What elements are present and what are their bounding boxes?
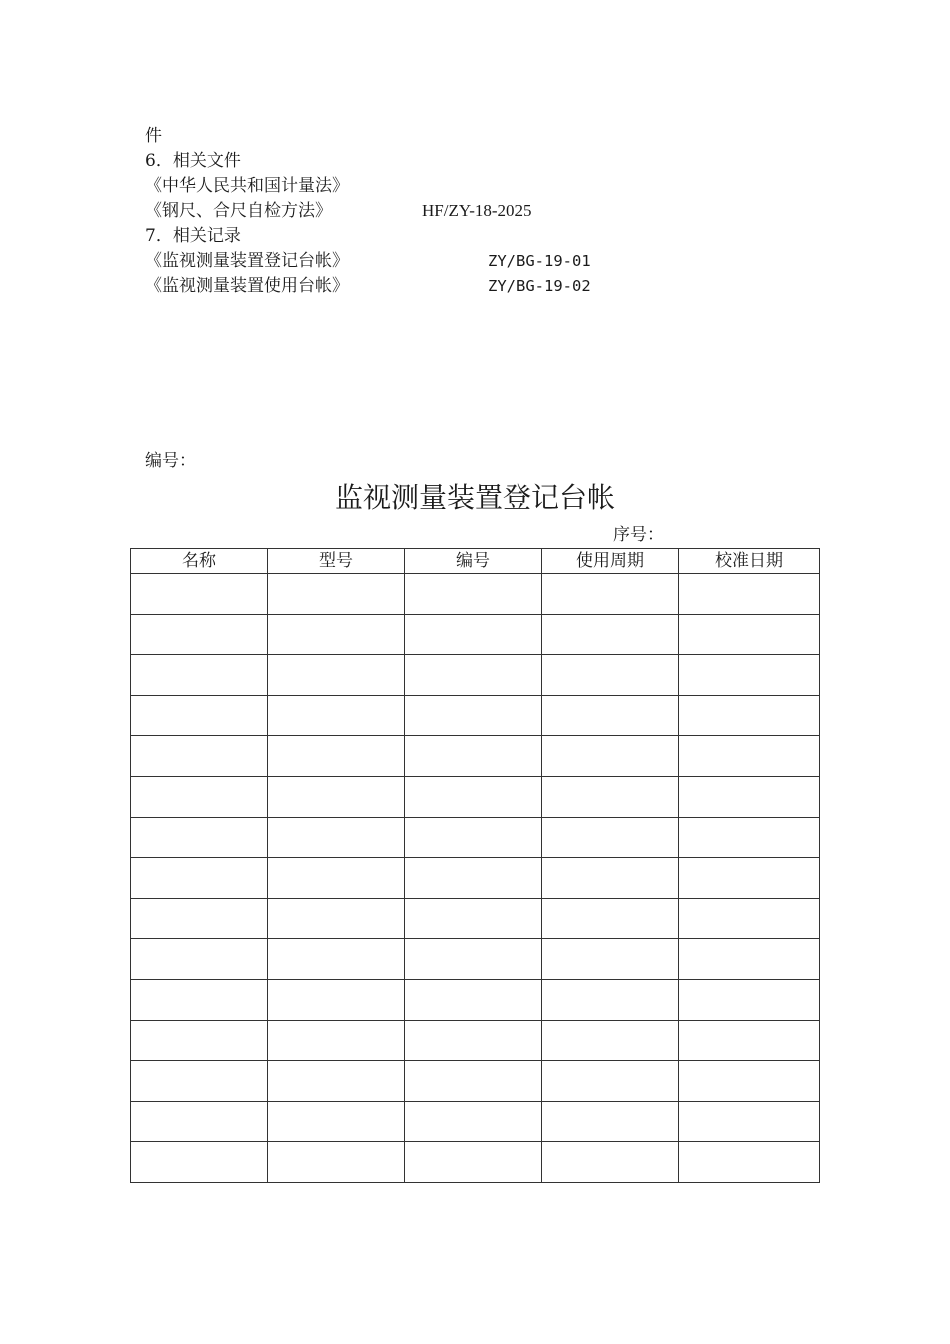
cell-calibration-date[interactable] [679, 817, 820, 858]
related-record-2: 《监视测量装置使用台帐》 [145, 276, 349, 296]
section-7-heading: 7．相关记录 [145, 226, 241, 246]
cell-number[interactable] [405, 1061, 542, 1102]
cell-usage-cycle[interactable] [542, 939, 679, 980]
cell-model[interactable] [268, 939, 405, 980]
cell-name[interactable] [131, 695, 268, 736]
cell-model[interactable] [268, 655, 405, 696]
cell-model[interactable] [268, 1061, 405, 1102]
cell-calibration-date[interactable] [679, 898, 820, 939]
cell-calibration-date[interactable] [679, 939, 820, 980]
cell-calibration-date[interactable] [679, 655, 820, 696]
form-number-label: 编号： [145, 451, 196, 471]
cell-calibration-date[interactable] [679, 776, 820, 817]
table-row [131, 736, 820, 777]
cell-name[interactable] [131, 736, 268, 777]
related-document-1: 《中华人民共和国计量法》 [145, 176, 349, 196]
cell-number[interactable] [405, 1142, 542, 1183]
cell-calibration-date[interactable] [679, 1101, 820, 1142]
cell-model[interactable] [268, 1142, 405, 1183]
cell-number[interactable] [405, 817, 542, 858]
cell-usage-cycle[interactable] [542, 1142, 679, 1183]
related-record-2-code: ZY/BG-19-02 [488, 277, 591, 295]
cell-usage-cycle[interactable] [542, 858, 679, 899]
table-row [131, 898, 820, 939]
cell-model[interactable] [268, 736, 405, 777]
ledger-table [130, 548, 820, 1183]
column-header-name: 名称 [131, 549, 268, 574]
cell-model[interactable] [268, 1101, 405, 1142]
ledger-header-row [131, 549, 820, 574]
cell-usage-cycle[interactable] [542, 776, 679, 817]
cell-usage-cycle[interactable] [542, 1061, 679, 1102]
continued-text: 件 [145, 126, 162, 146]
cell-name[interactable] [131, 979, 268, 1020]
related-record-1-code: ZY/BG-19-01 [488, 252, 591, 270]
cell-name[interactable] [131, 1101, 268, 1142]
table-row [131, 695, 820, 736]
column-header-number: 编号 [405, 549, 542, 574]
cell-number[interactable] [405, 1020, 542, 1061]
cell-number[interactable] [405, 939, 542, 980]
cell-calibration-date[interactable] [679, 736, 820, 777]
cell-name[interactable] [131, 939, 268, 980]
cell-usage-cycle[interactable] [542, 614, 679, 655]
table-row [131, 574, 820, 615]
cell-model[interactable] [268, 1020, 405, 1061]
cell-calibration-date[interactable] [679, 1020, 820, 1061]
cell-usage-cycle[interactable] [542, 817, 679, 858]
section-6-heading: 6．相关文件 [145, 151, 241, 171]
ledger-body [131, 574, 820, 1183]
table-row [131, 1061, 820, 1102]
table-row [131, 614, 820, 655]
cell-name[interactable] [131, 817, 268, 858]
related-record-1: 《监视测量装置登记台帐》 [145, 251, 349, 271]
column-header-calibration-date: 校准日期 [679, 549, 820, 574]
cell-number[interactable] [405, 655, 542, 696]
cell-calibration-date[interactable] [679, 979, 820, 1020]
cell-calibration-date[interactable] [679, 858, 820, 899]
table-row [131, 1020, 820, 1061]
table-row [131, 817, 820, 858]
cell-name[interactable] [131, 655, 268, 696]
cell-model[interactable] [268, 817, 405, 858]
cell-model[interactable] [268, 614, 405, 655]
cell-usage-cycle[interactable] [542, 736, 679, 777]
cell-calibration-date[interactable] [679, 614, 820, 655]
cell-number[interactable] [405, 898, 542, 939]
cell-number[interactable] [405, 695, 542, 736]
cell-usage-cycle[interactable] [542, 1020, 679, 1061]
cell-model[interactable] [268, 858, 405, 899]
cell-usage-cycle[interactable] [542, 695, 679, 736]
cell-name[interactable] [131, 898, 268, 939]
cell-number[interactable] [405, 736, 542, 777]
cell-usage-cycle[interactable] [542, 979, 679, 1020]
cell-usage-cycle[interactable] [542, 898, 679, 939]
cell-name[interactable] [131, 1061, 268, 1102]
cell-model[interactable] [268, 574, 405, 615]
cell-model[interactable] [268, 776, 405, 817]
table-row [131, 776, 820, 817]
table-row [131, 939, 820, 980]
cell-usage-cycle[interactable] [542, 574, 679, 615]
cell-calibration-date[interactable] [679, 1142, 820, 1183]
table-row [131, 858, 820, 899]
cell-number[interactable] [405, 574, 542, 615]
cell-model[interactable] [268, 695, 405, 736]
table-row [131, 1142, 820, 1183]
cell-model[interactable] [268, 979, 405, 1020]
cell-number[interactable] [405, 1101, 542, 1142]
cell-name[interactable] [131, 614, 268, 655]
cell-number[interactable] [405, 776, 542, 817]
cell-name[interactable] [131, 858, 268, 899]
cell-calibration-date[interactable] [679, 1061, 820, 1102]
cell-name[interactable] [131, 1142, 268, 1183]
table-row [131, 979, 820, 1020]
column-header-model: 型号 [268, 549, 405, 574]
table-row [131, 655, 820, 696]
cell-number[interactable] [405, 979, 542, 1020]
column-header-usage-cycle: 使用周期 [542, 549, 679, 574]
cell-number[interactable] [405, 858, 542, 899]
related-document-2-code: HF/ZY-18-2025 [422, 201, 532, 220]
cell-usage-cycle[interactable] [542, 1101, 679, 1142]
cell-number[interactable] [405, 614, 542, 655]
table-row [131, 1101, 820, 1142]
cell-name[interactable] [131, 776, 268, 817]
cell-calibration-date[interactable] [679, 574, 820, 615]
serial-number-label: 序号： [613, 525, 664, 545]
form-title: 监视测量装置登记台帐 [334, 481, 615, 514]
cell-name[interactable] [131, 574, 268, 615]
cell-name[interactable] [131, 1020, 268, 1061]
cell-usage-cycle[interactable] [542, 655, 679, 696]
related-document-2: 《钢尺、合尺自检方法》 [145, 201, 332, 221]
cell-calibration-date[interactable] [679, 695, 820, 736]
cell-model[interactable] [268, 898, 405, 939]
